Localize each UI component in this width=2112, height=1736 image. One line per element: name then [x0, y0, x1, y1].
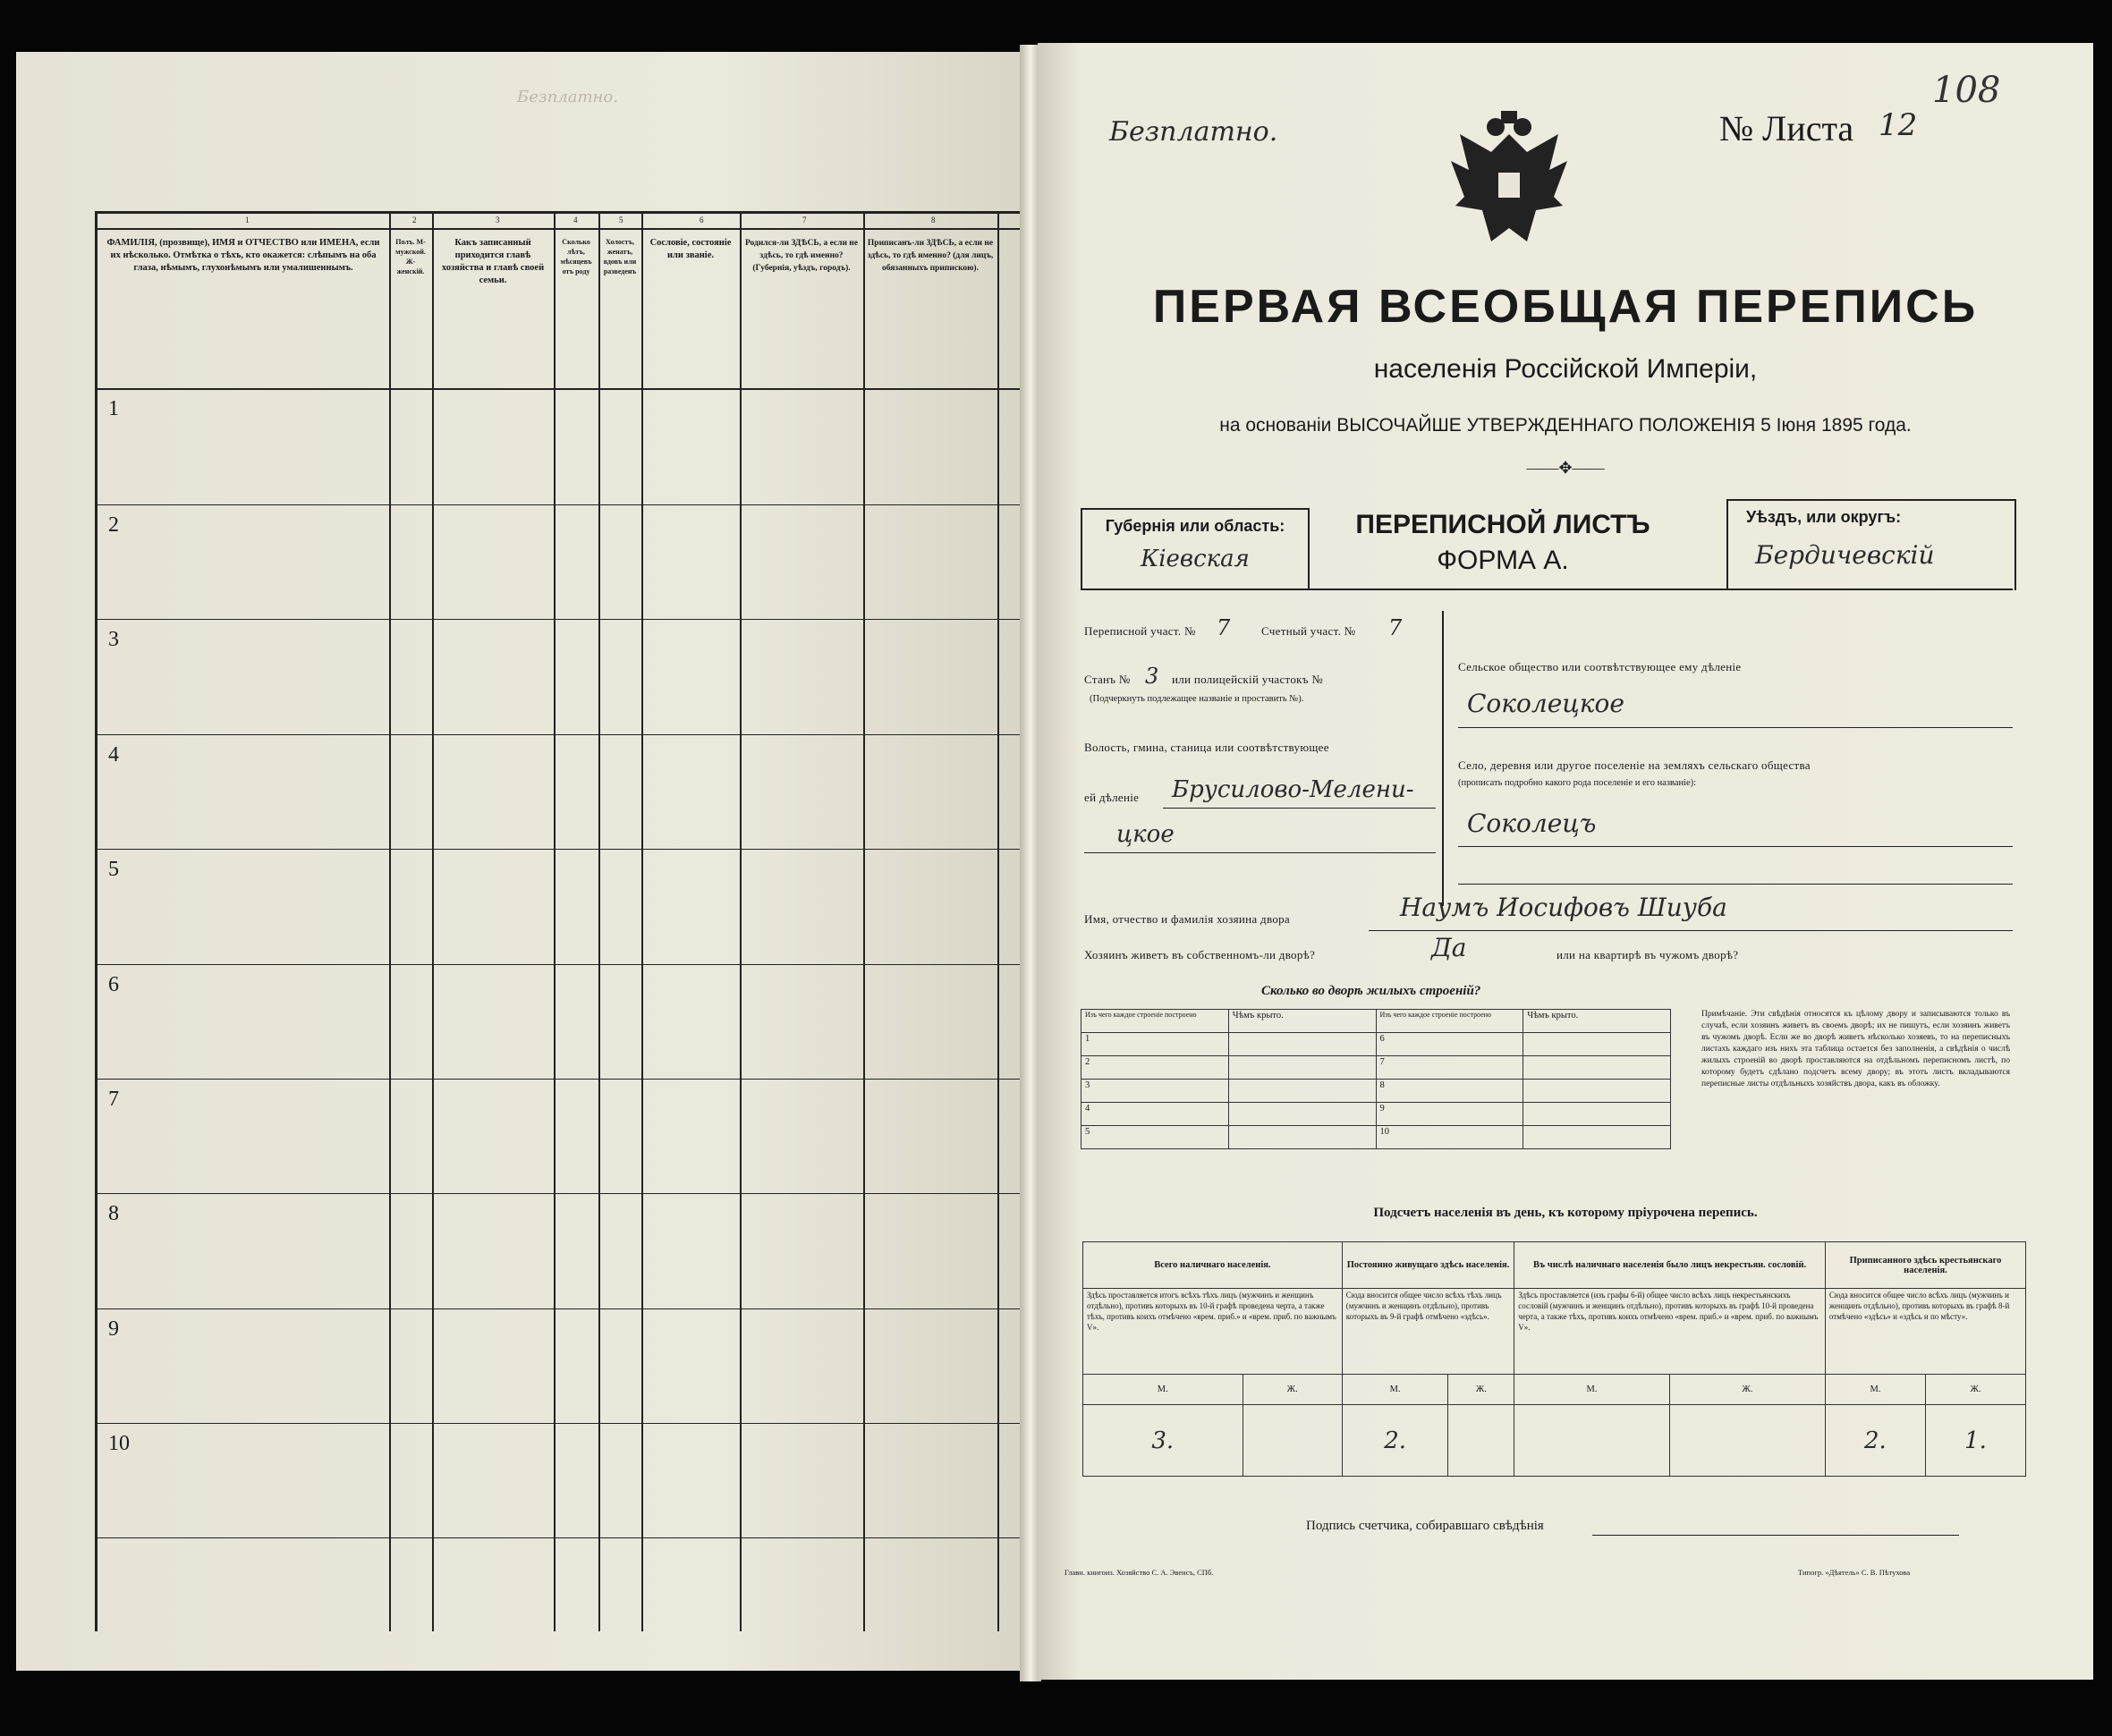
- bld-row-num: 6: [1376, 1033, 1523, 1056]
- counting-district-value: 7: [1388, 615, 1403, 640]
- stan-note: (Подчеркнуть подлежащее названіе и проставить №).: [1090, 694, 1304, 704]
- sex-m: М.: [1083, 1375, 1243, 1405]
- counting-district-label: Счетный участ. №: [1261, 624, 1356, 638]
- count-header-present: Всего наличнаго населенія.: [1083, 1242, 1343, 1289]
- header-marital: Холостъ, женатъ, вдовъ или разведенъ: [603, 238, 637, 275]
- count-value: 3.: [1083, 1405, 1243, 1477]
- col-number: 7: [802, 216, 807, 224]
- header-birthplace: Родился-ли ЗДѢСЬ, а если не здѣсь, то гдѣ именно? (Губернія, уѣздъ, городъ).: [744, 239, 858, 273]
- census-basis: на основаніи ВЫСОЧАЙШЕ УТВЕРЖДЕННАГО ПОЛОЖЕНІЯ 5 Іюня 1895 года.: [1219, 415, 1912, 436]
- census-subtitle: населенія Россійской Имперіи,: [1373, 354, 1758, 384]
- volost-value-1: Брусилово-Мелени-: [1172, 776, 1414, 803]
- stan-suffix: или полицейскій участокъ №: [1172, 673, 1324, 686]
- lives-label: Хозяинъ живетъ въ собственномъ-ли дворѣ?: [1084, 948, 1316, 961]
- sex-f: Ж.: [1243, 1375, 1342, 1405]
- col-number: 6: [700, 216, 704, 224]
- bld-row-num: 9: [1376, 1103, 1523, 1126]
- gubernia-value: Кіевская: [1141, 546, 1250, 572]
- population-count-table: [1082, 1241, 2026, 1477]
- count-value: 2.: [1342, 1405, 1448, 1477]
- household-members-table: [95, 211, 1037, 1631]
- row-number: 10: [108, 1432, 130, 1455]
- count-value: [1448, 1405, 1514, 1477]
- col-number: 1: [245, 216, 250, 224]
- owner-label: Имя, отчество и фамилія хозяина двора: [1084, 912, 1290, 926]
- census-title: ПЕРВАЯ ВСЕОБЩАЯ ПЕРЕПИСЬ: [1152, 281, 1979, 333]
- col-number: 5: [619, 216, 623, 224]
- bld-row-num: 10: [1376, 1126, 1523, 1149]
- volost-label-2: ей дѣленіе: [1084, 791, 1140, 804]
- sex-f: Ж.: [1669, 1375, 1825, 1405]
- row-number: 4: [108, 743, 119, 766]
- count-header-resident: Постоянно живущаго здѣсь населенія.: [1342, 1242, 1514, 1289]
- count-desc: Здѣсь проставляется (изъ графы 6-й) общее число всѣхъ лицъ некрестьянскихъ сословій (мужчинъ и женщинъ отдѣльно), противъ которыхъ въ графѣ 10-й проведена черта, а также тѣхъ, противъ коихъ отмѣчено «врем. приб.» и «врем. приб. по важнымъ V».: [1514, 1289, 1826, 1375]
- volost-value-2: цкое: [1116, 821, 1175, 848]
- sheet-number-label: № Листа: [1719, 108, 1854, 148]
- bld-col-material: Изъ чего каждое строеніе построено: [1376, 1010, 1523, 1033]
- header-name: ФАМИЛІЯ, (прозвище), ИМЯ и ОТЧЕСТВО или ИМЕНА, если их нѣсколько. Отмѣтка о тѣхъ, кто окажется: слѣпымъ на оба глаза, нѣмымъ, глухонѣмымъ или умалишеннымъ.: [106, 238, 380, 273]
- village-note: (прописать подробно какого рода поселеніе и его названіе):: [1458, 778, 1697, 788]
- row-number: 5: [108, 858, 119, 881]
- bld-row-num: 5: [1081, 1126, 1229, 1149]
- header-relation: Какъ записанный приходится главѣ хозяйства и главѣ своей семьи.: [441, 238, 545, 285]
- row-number: 6: [108, 973, 119, 996]
- stan-value: 3: [1145, 664, 1159, 689]
- left-page: [16, 52, 1022, 1671]
- header-registered: Приписанъ-ли ЗДѢСЬ, а если не здѣсь, то гдѣ именно? (для лицъ, обязанныхъ припискою).: [867, 239, 994, 273]
- archive-number: 108: [1932, 70, 2001, 111]
- right-page: [1038, 43, 2093, 1680]
- row-number: 1: [108, 397, 119, 420]
- col-number: 4: [573, 216, 578, 224]
- signature-label: Подпись счетчика, собиравшаго свѣдѣнія: [1306, 1519, 1544, 1533]
- uezd-box: [1726, 499, 2016, 590]
- count-title: Подсчетъ населенія въ день, къ которому пріурочена перепись.: [1373, 1206, 1758, 1220]
- lives-suffix: или на квартирѣ въ чужомъ дворѣ?: [1556, 948, 1739, 961]
- census-district-label: Переписной участ. №: [1084, 624, 1196, 638]
- owner-value: Наумъ Иосифовъ Шиуба: [1400, 893, 1727, 922]
- bld-row-num: 8: [1376, 1080, 1523, 1103]
- bleed-through-text: Безплатно.: [517, 88, 618, 106]
- sex-m: М.: [1342, 1375, 1448, 1405]
- count-header-nonpeasant: Въ числѣ наличнаго населенія было лицъ некрестьян. сословій.: [1514, 1242, 1826, 1289]
- count-desc: Здѣсь проставляется итогъ всѣхъ тѣхъ лицъ (мужчинъ и женщинъ отдѣльно), противъ которыхъ въ 10-й графѣ проведена черта, а также тѣхъ, противъ коихъ отмѣчено «врем. приб.» и «врем. приб. по важнымъ V».: [1083, 1289, 1343, 1375]
- volost-label: Волость, гмина, станица или соотвѣтствующее: [1084, 741, 1329, 754]
- bld-col-roof: Чѣмъ крыто.: [1523, 1010, 1671, 1033]
- census-district-value: 7: [1217, 615, 1231, 640]
- count-value: [1243, 1405, 1342, 1477]
- village-value: Соколецъ: [1467, 809, 1597, 838]
- row-number: 3: [108, 628, 119, 651]
- imperial-eagle-emblem: [1442, 107, 1576, 259]
- buildings-table: [1081, 1009, 1671, 1149]
- header-estate: Сословіе, состояніе или званіе.: [649, 238, 732, 260]
- row-number: 2: [108, 513, 119, 537]
- count-value: 1.: [1925, 1405, 2025, 1477]
- count-value: [1669, 1405, 1825, 1477]
- bld-row-num: 1: [1081, 1033, 1229, 1056]
- bld-row-num: 7: [1376, 1056, 1523, 1080]
- bld-col-roof: Чѣмъ крыто.: [1228, 1010, 1376, 1033]
- gubernia-box: [1081, 508, 1310, 590]
- count-header-peasant: Приписанного здѣсь крестьянскаго населенія.: [1825, 1242, 2025, 1289]
- sex-m: М.: [1825, 1375, 1925, 1405]
- uezd-label: Уѣздъ, или округъ:: [1746, 508, 1902, 526]
- count-desc: Сюда вносится общее число всѣхъ лицъ (мужчинъ и женщинъ отдѣльно), противъ которыхъ въ графѣ 8-й отмѣчено «здѣсь» и «здѣсь и по мѣсту».: [1825, 1289, 2025, 1375]
- col-number: 8: [931, 216, 936, 224]
- society-value: Соколецкое: [1467, 689, 1624, 718]
- gubernia-label: Губернія или область:: [1105, 517, 1285, 535]
- buildings-note: Примѣчаніе. Эти свѣдѣнія относятся къ цѣлому двору и записываются только въ случаѣ, если хозяинъ живетъ въ своемъ дворѣ; их не пишутъ, если хозяинъ живетъ въ чужомъ дворѣ. Если же во дворѣ живетъ нѣсколько хозяевъ, то на переписныхъ листахъ каждаго изъ нихъ эта таблица остается без заполненія, а свѣдѣнія о числѣ жилыхъ строеній во дворѣ проставляются на отдѣльномъ переписномъ листѣ, по которому будетъ сдѣлано подсчетъ всему двору; въ этотъ листъ вкладываются переписные листы отдѣльныхъ хозяйствъ двора, какъ въ обложку.: [1701, 1010, 2010, 1088]
- village-label: Село, деревня или другое поселеніе на земляхъ сельскаго общества: [1458, 758, 1811, 772]
- row-number: 9: [108, 1317, 119, 1341]
- row-number: 8: [108, 1202, 119, 1225]
- count-desc: Сюда вносится общее число всѣхъ тѣхъ лицъ (мужчинъ и женщинъ отдѣльно), противъ которыхъ въ 9-й графѣ отмѣчено «здѣсь».: [1342, 1289, 1514, 1375]
- free-label: Безплатно.: [1109, 116, 1278, 148]
- header-sex: Полъ. М-мужской. Ж-женскій.: [395, 238, 426, 275]
- sheet-title: ПЕРЕПИСНОЙ ЛИСТЪ: [1355, 510, 1650, 539]
- printer-left: Главн. книгоиз. Хозяйство С. А. Эвенсъ, СПб.: [1064, 1568, 1214, 1577]
- sheet-number-value: 12: [1879, 107, 1918, 143]
- printer-right: Типогр. «Дѣятель» С. В. Пѣтухова: [1798, 1568, 1911, 1577]
- lives-value: Да: [1431, 933, 1467, 962]
- sex-m: М.: [1514, 1375, 1669, 1405]
- count-value: 2.: [1825, 1405, 1925, 1477]
- buildings-label: Сколько во дворѣ жилыхъ строеній?: [1261, 984, 1481, 998]
- sex-f: Ж.: [1925, 1375, 2025, 1405]
- bld-row-num: 3: [1081, 1080, 1229, 1103]
- bld-row-num: 2: [1081, 1056, 1229, 1080]
- header-age: Сколько лѣтъ, мѣсяцевъ отъ роду: [560, 238, 592, 275]
- bld-row-num: 4: [1081, 1103, 1229, 1126]
- stan-label: Станъ №: [1084, 673, 1131, 686]
- form-label: ФОРМА А.: [1437, 546, 1569, 575]
- ornament-divider: ——✥——: [1526, 459, 1605, 477]
- bld-col-material: Изъ чего каждое строеніе построено: [1081, 1010, 1229, 1033]
- uezd-value: Бердичевскій: [1755, 540, 1935, 570]
- society-label: Сельское общество или соотвѣтствующее ему дѣленіе: [1458, 660, 1742, 673]
- col-number: 2: [412, 216, 417, 224]
- count-value: [1514, 1405, 1669, 1477]
- row-number: 7: [108, 1088, 119, 1111]
- sex-f: Ж.: [1448, 1375, 1514, 1405]
- col-number: 3: [496, 216, 500, 224]
